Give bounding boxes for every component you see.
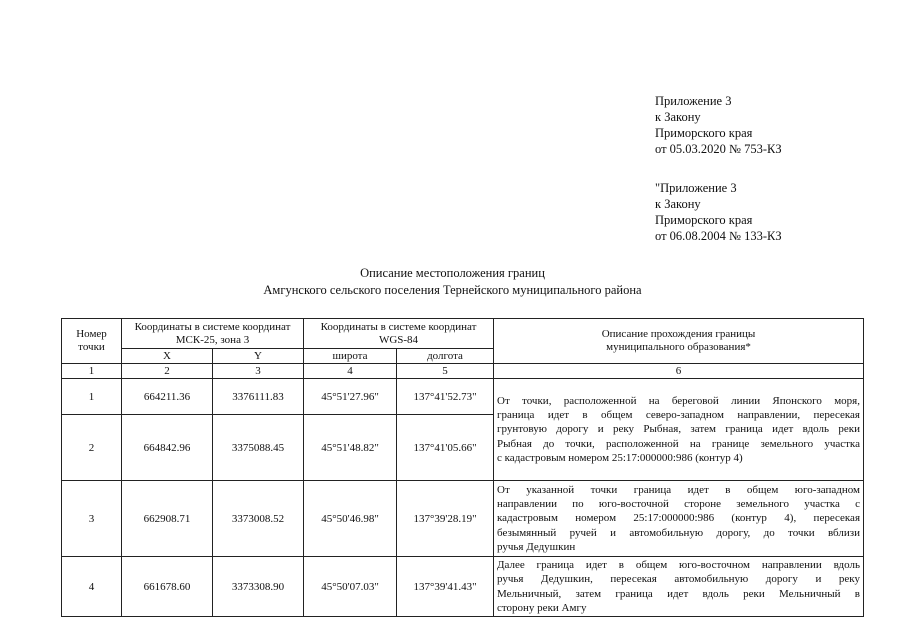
description-line: кадастровым номером 25:17:000000:986 (контур 4), пересекая (497, 512, 860, 525)
header-x: X (122, 349, 213, 364)
point-number: 1 (62, 379, 122, 415)
appendix-line: Приложение 3 (655, 94, 732, 108)
coordinate-y: 3373008.52 (213, 481, 304, 557)
header-wgs-coordinates: Координаты в системе координат WGS-84 (304, 319, 494, 349)
header-longitude: долгота (397, 349, 494, 364)
appendix-line: от 05.03.2020 № 753-КЗ (655, 142, 782, 156)
coordinate-x: 664842.96 (122, 415, 213, 481)
boundary-description (494, 557, 864, 617)
column-number: 2 (122, 364, 213, 379)
column-number: 1 (62, 364, 122, 379)
column-number-row (62, 364, 864, 379)
appendix-current-reference (655, 93, 782, 157)
latitude: 45°50'07.03" (304, 557, 397, 617)
appendix-line: Приморского края (655, 213, 753, 227)
description-line: сторону реки Амгу (497, 601, 587, 614)
point-number: 4 (62, 557, 122, 617)
longitude: 137°39'41.43" (397, 557, 494, 617)
description-line: Мельничный, затем граница идет вдоль реки Мельничный в (497, 587, 860, 600)
latitude: 45°50'46.98" (304, 481, 397, 557)
appendix-line: "Приложение 3 (655, 181, 737, 195)
document-title: Описание местоположения границ (360, 266, 545, 280)
coordinate-x: 662908.71 (122, 481, 213, 557)
description-line: Далее граница идет в общем юго-восточном направлении вдоль (497, 559, 860, 572)
description-line: граница идет в общем северо-западном направлении, пересекая (497, 409, 860, 422)
description-line: безымянный ручей и автомобильную дорогу, до точки вблизи (497, 526, 860, 539)
description-line: с кадастровым номером 25:17:000000:986 (контур 4) (497, 451, 743, 464)
description-line: От указанной точки граница идет в общем юго-западном (497, 483, 860, 496)
description-line: ручья Дедушкин (497, 540, 576, 553)
column-number: 6 (494, 364, 864, 379)
boundary-description (494, 379, 864, 481)
longitude: 137°41'05.66" (397, 415, 494, 481)
table-row (62, 481, 864, 557)
description-line: направлении по юго-восточной стороне земельного участка с (497, 498, 860, 511)
coordinate-x: 661678.60 (122, 557, 213, 617)
description-line: От точки, расположенной на береговой линии Японского моря, (497, 394, 860, 407)
latitude: 45°51'27.96" (304, 379, 397, 415)
column-number: 4 (304, 364, 397, 379)
header-msk-coordinates: Координаты в системе координат МСК-25, зона 3 (122, 319, 304, 349)
coordinate-x: 664211.36 (122, 379, 213, 415)
column-number: 3 (213, 364, 304, 379)
point-number: 2 (62, 415, 122, 481)
longitude: 137°41'52.73" (397, 379, 494, 415)
table-row (62, 379, 864, 415)
header-latitude: широта (304, 349, 397, 364)
boundary-table (61, 318, 864, 617)
header-description: Описание прохождения границы муниципального образования* (494, 319, 864, 364)
header-point-number: Номер точки (62, 319, 122, 364)
latitude: 45°51'48.82" (304, 415, 397, 481)
description-line: ручья Дедушкин, пересекая автомобильную дорогу и реку (497, 573, 860, 586)
appendix-original-reference (655, 180, 782, 244)
document-subtitle: Амгунского сельского поселения Тернейского муниципального района (263, 283, 642, 297)
appendix-line: к Закону (655, 197, 701, 211)
table-row (62, 557, 864, 617)
coordinate-y: 3376111.83 (213, 379, 304, 415)
coordinate-y: 3375088.45 (213, 415, 304, 481)
appendix-line: к Закону (655, 110, 701, 124)
boundary-description (494, 481, 864, 557)
longitude: 137°39'28.19" (397, 481, 494, 557)
point-number: 3 (62, 481, 122, 557)
appendix-line: от 06.08.2004 № 133-КЗ (655, 229, 782, 243)
column-number: 5 (397, 364, 494, 379)
description-line: грунтовую дорогу и реку Рыбная, затем граница идет вдоль реки (497, 423, 860, 436)
coordinate-y: 3373308.90 (213, 557, 304, 617)
description-line: Рыбная до точки, расположенной на границе земельного участка (497, 437, 860, 450)
appendix-line: Приморского края (655, 126, 753, 140)
header-y: Y (213, 349, 304, 364)
